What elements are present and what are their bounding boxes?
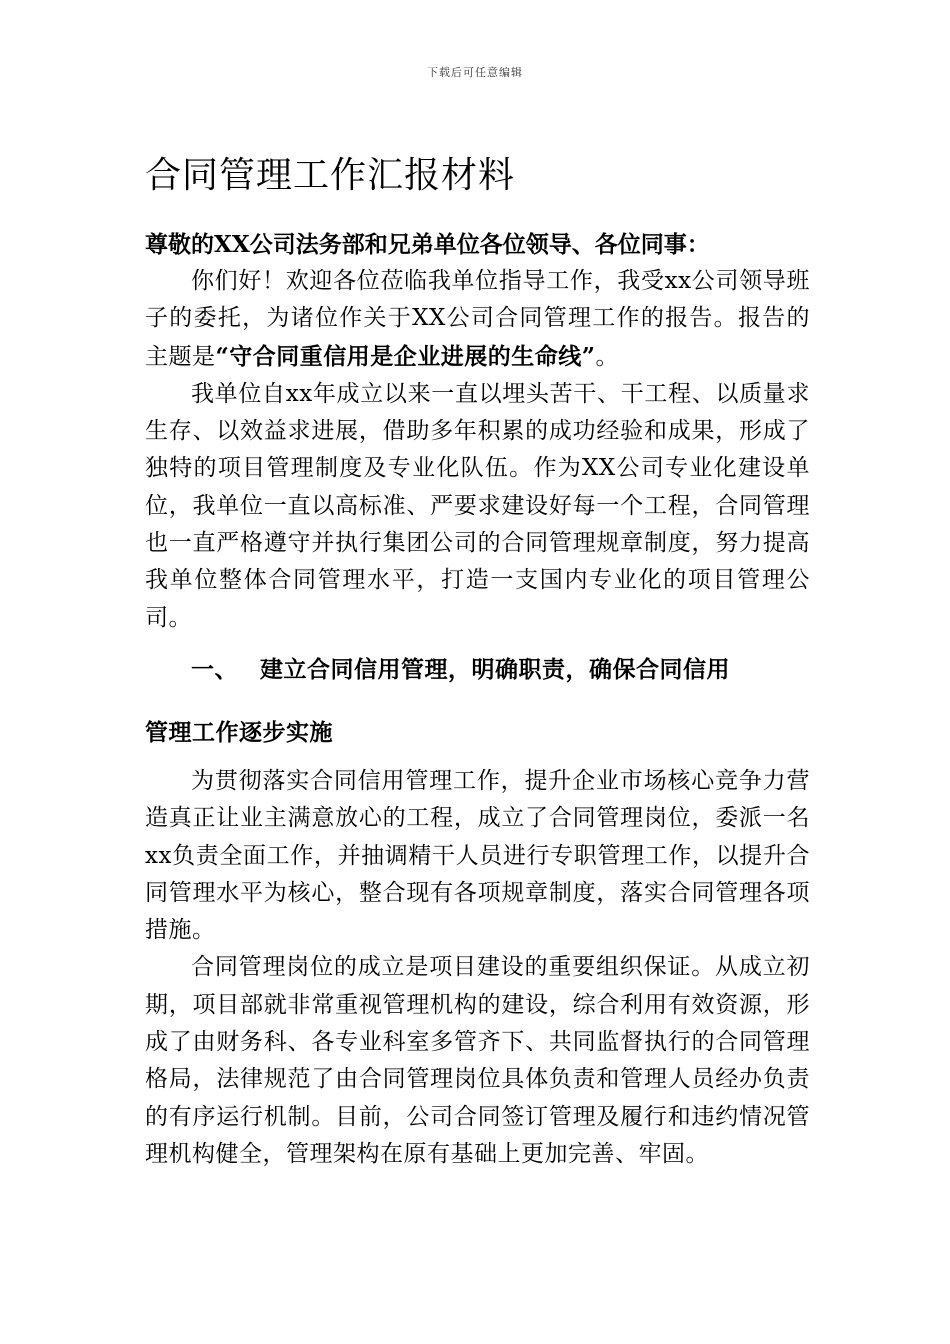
paragraph-4: 合同管理岗位的成立是项目建设的重要组织保证。从成立初期，项目部就非常重视管理机构的建设，综合利用有效资源，形成了由财务科、各专业科室多管齐下、共同监督执行的合同管理格局，法律规范了由合同管理岗位具体负责和管理人员经办负责的有序运行机制。目前，公司合同签订管理及履行和违约情况管理机构健全，管理架构在原有基础上更加完善、牢固。 [145,954,810,1167]
section-1-heading-line2: 管理工作逐步实施 [145,718,333,746]
section-1-heading [145,651,810,751]
header-note: 下载后可任意编辑 [427,66,523,79]
heading-spacer [145,751,810,763]
intro-text: 你们好！欢迎各位莅临我单位指导工作，我受xx公司领导班子的委托，为诸位作关于XX公司合同管理工作的报告。报告的主题是 [145,268,810,370]
paragraph-3: 为贯彻落实合同信用管理工作，提升企业市场核心竞争力营造真正让业主满意放心的工程，成立了合同管理岗位，委派一名xx负责全面工作，并抽调精干人员进行专职管理工作，以提升合同管理水平为核心，整合现有各项规章制度，落实合同管理各项措施。 [145,767,810,944]
document-body [145,148,810,1173]
intro-emphasis: “守合同重信用是企业进展的生命线” [215,342,596,370]
document-title: 合同管理工作汇报材料 [145,155,516,196]
intro-text-end: 。 [595,343,619,370]
salutation: 尊敬的XX公司法务部和兄弟单位各位领导、各位同事： [145,231,710,258]
paragraph-2: 我单位自xx年成立以来一直以埋头苦干、干工程、以质量求生存、以效益求进展，借助多年积累的成功经验和成果，形成了独特的项目管理制度及专业化队伍。作为XX公司专业化建设单位，我单位一直以高标准、严要求建设好每一个工程，合同管理也一直严格遵守并执行集团公司的合同管理规章制度，努力提高我单位整体合同管理水平，打造一支国内专业化的项目管理公司。 [145,380,810,631]
intro-paragraph [145,263,810,376]
section-1-heading-line1 [145,651,810,688]
section-1-heading-text: 建立合同信用管理，明确职责，确保合同信用 [260,655,730,683]
section-1-number: 一、 [191,655,238,683]
